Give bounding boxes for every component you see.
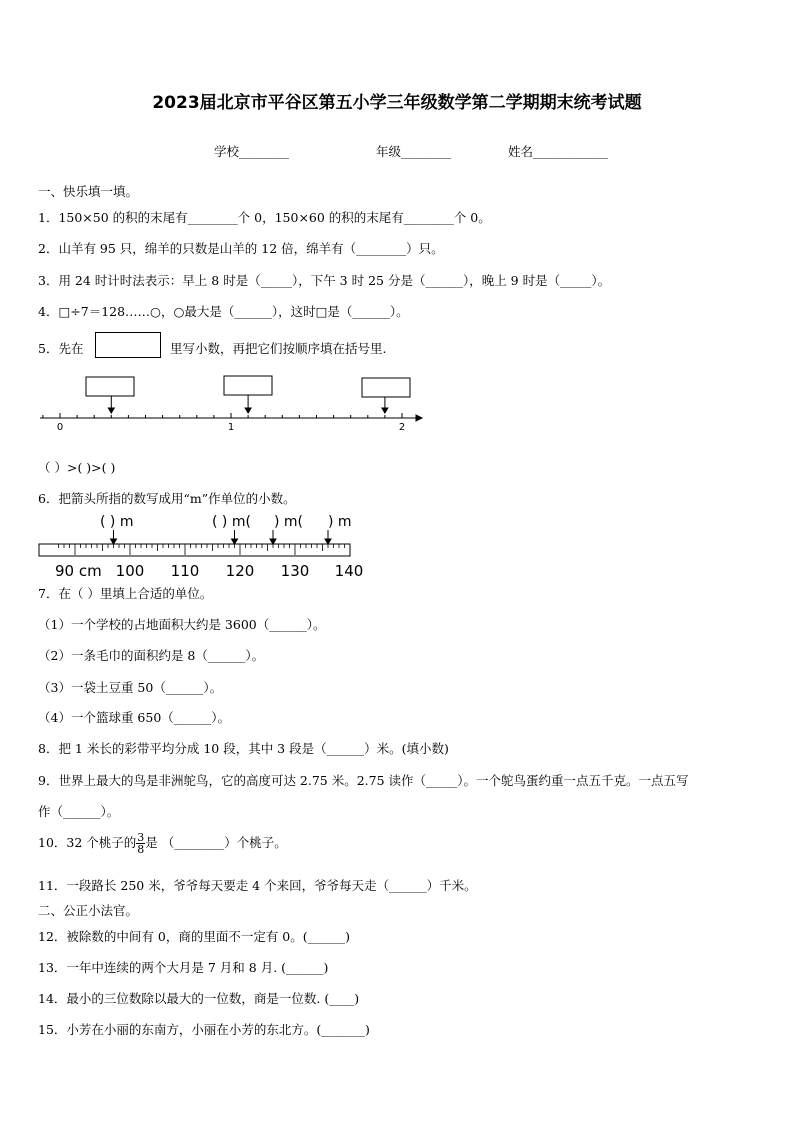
question-11: 11．一段路长 250 米，爷爷每天要走 4 个来回，爷爷每天走（______）千米。	[38, 878, 477, 893]
q5-box-1	[86, 377, 134, 396]
question-3: 3．用 24 时计时法表示：早上 8 时是（_____），下午 3 时 25 分是（______），晚上 9 时是（_____）。	[38, 273, 611, 288]
question-15: 15．小芳在小丽的东南方，小丽在小芳的东北方。(_______)	[38, 1022, 370, 1037]
q5-box-2	[224, 376, 272, 395]
question-10	[38, 832, 287, 855]
question-5-suffix: 里写小数，再把它们按顺序填在括号里.	[170, 341, 387, 356]
q6-blank-1: ( ) m	[100, 514, 134, 530]
section-heading-1: 一、快乐填一填。	[38, 184, 139, 199]
q5-label-0: 0	[56, 422, 64, 433]
q5-order-blanks: （ ）>( )>( )	[38, 460, 116, 475]
q6-arrowhead	[270, 539, 276, 544]
question-7: 7．在（ ）里填上合适的单位。	[38, 586, 213, 601]
q6-blank-2: ( ) m(	[212, 514, 251, 530]
question-8: 8．把 1 米长的彩带平均分成 10 段，其中 3 段是（______）米。(填小数)	[38, 741, 449, 756]
page-title: 2023届北京市平谷区第五小学三年级数学第二学期期末统考试题	[152, 93, 642, 113]
question-7-4: （4）一个篮球重 650（______）。	[38, 710, 231, 725]
question-9-line-1: 9．世界上最大的鸟是非洲鸵鸟，它的高度可达 2.75 米。2.75 读作（_____）。一个鸵鸟蛋约重一点五千克。一点五写	[38, 773, 689, 788]
q10-prefix: 10．32 个桃子的	[38, 835, 137, 850]
name-field[interactable]: 姓名____________	[508, 144, 609, 159]
q5-label-2: 2	[398, 422, 406, 433]
q6-blank-4: ) m	[328, 514, 352, 530]
question-9-line-2: 作（______）。	[38, 804, 120, 819]
school-field[interactable]: 学校________	[214, 144, 290, 159]
q10-denominator: 8	[137, 843, 145, 856]
q6-label-90: 90 cm	[55, 562, 102, 580]
q6-arrowhead	[232, 539, 238, 544]
q6-label-130: 130	[280, 562, 310, 580]
q6-blank-3: ) m(	[274, 514, 304, 530]
q6-ruler	[38, 510, 378, 582]
section-heading-2: 二、公正小法官。	[38, 903, 139, 918]
q6-arrowhead	[111, 539, 117, 544]
q5-arrowhead	[382, 408, 388, 413]
q5-axis-arrowhead	[416, 415, 422, 421]
question-6: 6．把箭头所指的数写成用“m”作单位的小数。	[38, 491, 296, 506]
q10-fraction	[136, 832, 145, 855]
q5-box-3	[362, 378, 410, 397]
q6-label-110: 110	[170, 562, 200, 580]
q6-label-100: 100	[115, 562, 145, 580]
question-5-prefix: 5．先在	[38, 341, 84, 356]
question-2: 2．山羊有 95 只，绵羊的只数是山羊的 12 倍，绵羊有（________）只。	[38, 241, 444, 256]
question-7-2: （2）一条毛巾的面积约是 8（______）。	[38, 648, 265, 663]
q5-label-1: 1	[227, 422, 235, 433]
q5-arrowhead	[245, 408, 251, 413]
q6-label-120: 120	[225, 562, 255, 580]
question-4: 4．□÷7＝128……○，○最大是（______），这时□是（______）。	[38, 304, 409, 319]
question-1: 1．150×50 的积的末尾有________个 0，150×60 的积的末尾有________个 0。	[38, 210, 491, 225]
question-13: 13．一年中连续的两个大月是 7 月和 8 月. (______)	[38, 960, 329, 975]
q10-suffix: 是 （________）个桃子。	[145, 835, 287, 850]
question-14: 14．最小的三位数除以最大的一位数，商是一位数. (____)	[38, 991, 360, 1006]
grade-field[interactable]: 年级________	[376, 144, 452, 159]
q6-arrowhead	[325, 539, 331, 544]
q10-numerator: 3	[137, 831, 145, 844]
q5-arrowhead	[108, 408, 114, 413]
q5-number-line	[38, 372, 428, 434]
question-7-1: （1）一个学校的占地面积大约是 3600（______）。	[38, 617, 326, 632]
q6-label-140: 140	[334, 562, 364, 580]
question-7-3: （3）一袋土豆重 50（______）。	[38, 680, 223, 695]
q5-answer-box[interactable]	[95, 332, 161, 358]
question-12: 12．被除数的中间有 0，商的里面不一定有 0。(______)	[38, 929, 351, 944]
